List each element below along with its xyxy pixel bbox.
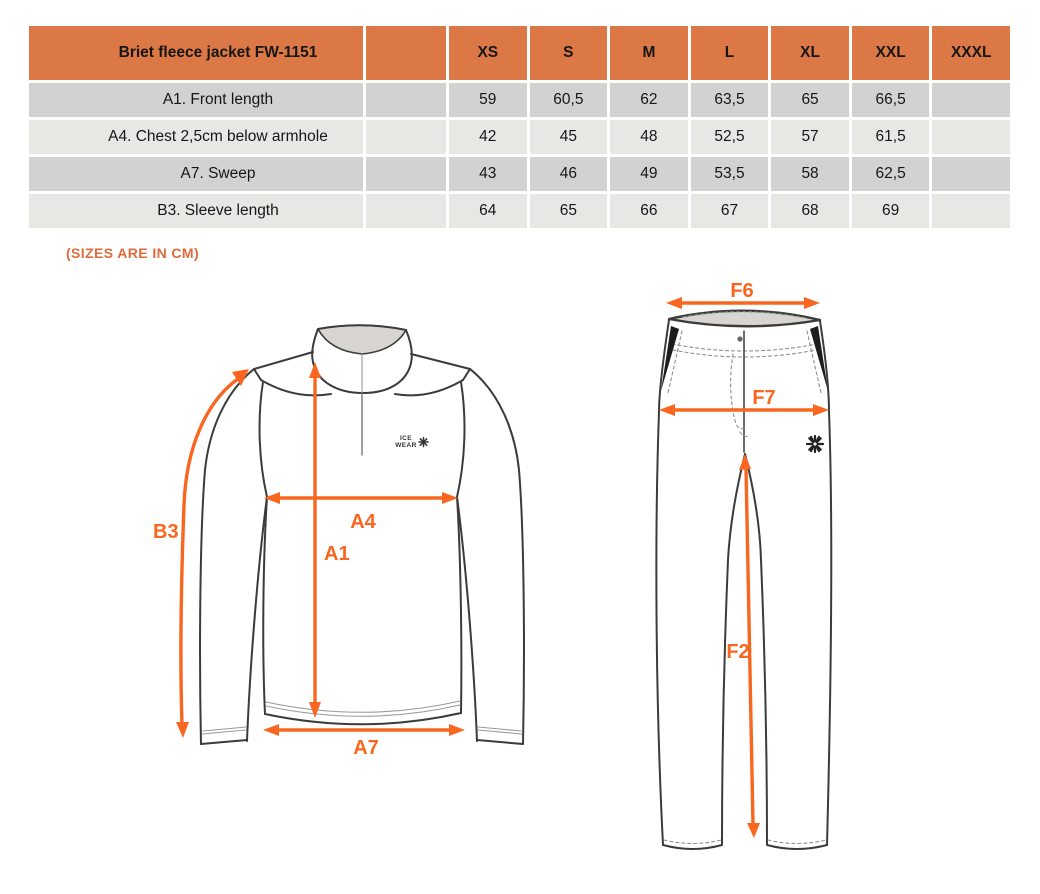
value-cell: 52,5: [691, 120, 769, 154]
logo-text-line2: WEAR: [395, 442, 417, 449]
value-cell: 66,5: [852, 83, 930, 117]
value-cell: 62: [610, 83, 688, 117]
pants-outline: [656, 311, 831, 849]
size-col-l: L: [691, 26, 769, 80]
table-title: Briet fleece jacket FW-1151: [29, 26, 363, 80]
jacket-front-length-label: A1: [324, 543, 350, 565]
size-col-xxl: XXL: [852, 26, 930, 80]
size-chart-table: [29, 26, 1010, 228]
jacket-chest-arrow: [264, 492, 458, 504]
pants-waist-label: F6: [730, 280, 754, 302]
value-cell: 65: [530, 194, 608, 228]
value-cell: 59: [449, 83, 527, 117]
size-col-m: M: [610, 26, 688, 80]
size-col-s: S: [530, 26, 608, 80]
jacket-sweep-label: A7: [353, 737, 379, 759]
value-cell: 45: [530, 120, 608, 154]
row-spacer: [366, 157, 446, 191]
sizes-unit-note: (SIZES ARE IN CM): [66, 245, 200, 261]
value-cell: 46: [530, 157, 608, 191]
jacket-sleeve-label: B3: [153, 521, 179, 543]
jacket-sweep-arrow: [263, 724, 465, 736]
value-cell: 68: [771, 194, 849, 228]
pants-inseam-label: F2: [726, 641, 750, 663]
jacket-chest-label: A4: [350, 511, 376, 533]
value-cell: 60,5: [530, 83, 608, 117]
value-cell: 57: [771, 120, 849, 154]
row-label-sleeve-length: B3. Sleeve length: [29, 194, 363, 228]
row-label-sweep: A7. Sweep: [29, 157, 363, 191]
size-col-xl: XL: [771, 26, 849, 80]
row-spacer: [366, 83, 446, 117]
row-spacer: [366, 120, 446, 154]
value-cell: 58: [771, 157, 849, 191]
value-cell: 43: [449, 157, 527, 191]
pants-hip-label: F7: [752, 387, 776, 409]
value-cell: 49: [610, 157, 688, 191]
value-cell: 42: [449, 120, 527, 154]
value-cell: [932, 194, 1010, 228]
value-cell: 66: [610, 194, 688, 228]
value-cell: 69: [852, 194, 930, 228]
value-cell: [932, 157, 1010, 191]
value-cell: 63,5: [691, 83, 769, 117]
pants-diagram: [618, 270, 908, 874]
value-cell: 64: [449, 194, 527, 228]
value-cell: 61,5: [852, 120, 930, 154]
row-label-front-length: A1. Front length: [29, 83, 363, 117]
snowflake-icon: [807, 436, 823, 452]
table-header-spacer: [366, 26, 446, 80]
size-col-xs: XS: [449, 26, 527, 80]
jacket-outline: [200, 325, 524, 744]
value-cell: 48: [610, 120, 688, 154]
row-label-chest: A4. Chest 2,5cm below armhole: [29, 120, 363, 154]
snowflake-icon: [419, 438, 428, 447]
value-cell: [932, 120, 1010, 154]
logo-text-line1: ICE: [399, 435, 413, 442]
value-cell: 62,5: [852, 157, 930, 191]
jacket-sleeve-arrow: [176, 369, 249, 738]
icewear-logo: [395, 435, 428, 449]
value-cell: 65: [771, 83, 849, 117]
row-spacer: [366, 194, 446, 228]
value-cell: [932, 83, 1010, 117]
size-col-xxxl: XXXL: [932, 26, 1010, 80]
jacket-diagram: [148, 288, 592, 780]
value-cell: 67: [691, 194, 769, 228]
value-cell: 53,5: [691, 157, 769, 191]
waist-button: [737, 336, 742, 341]
jacket-front-length-arrow: [309, 362, 321, 718]
